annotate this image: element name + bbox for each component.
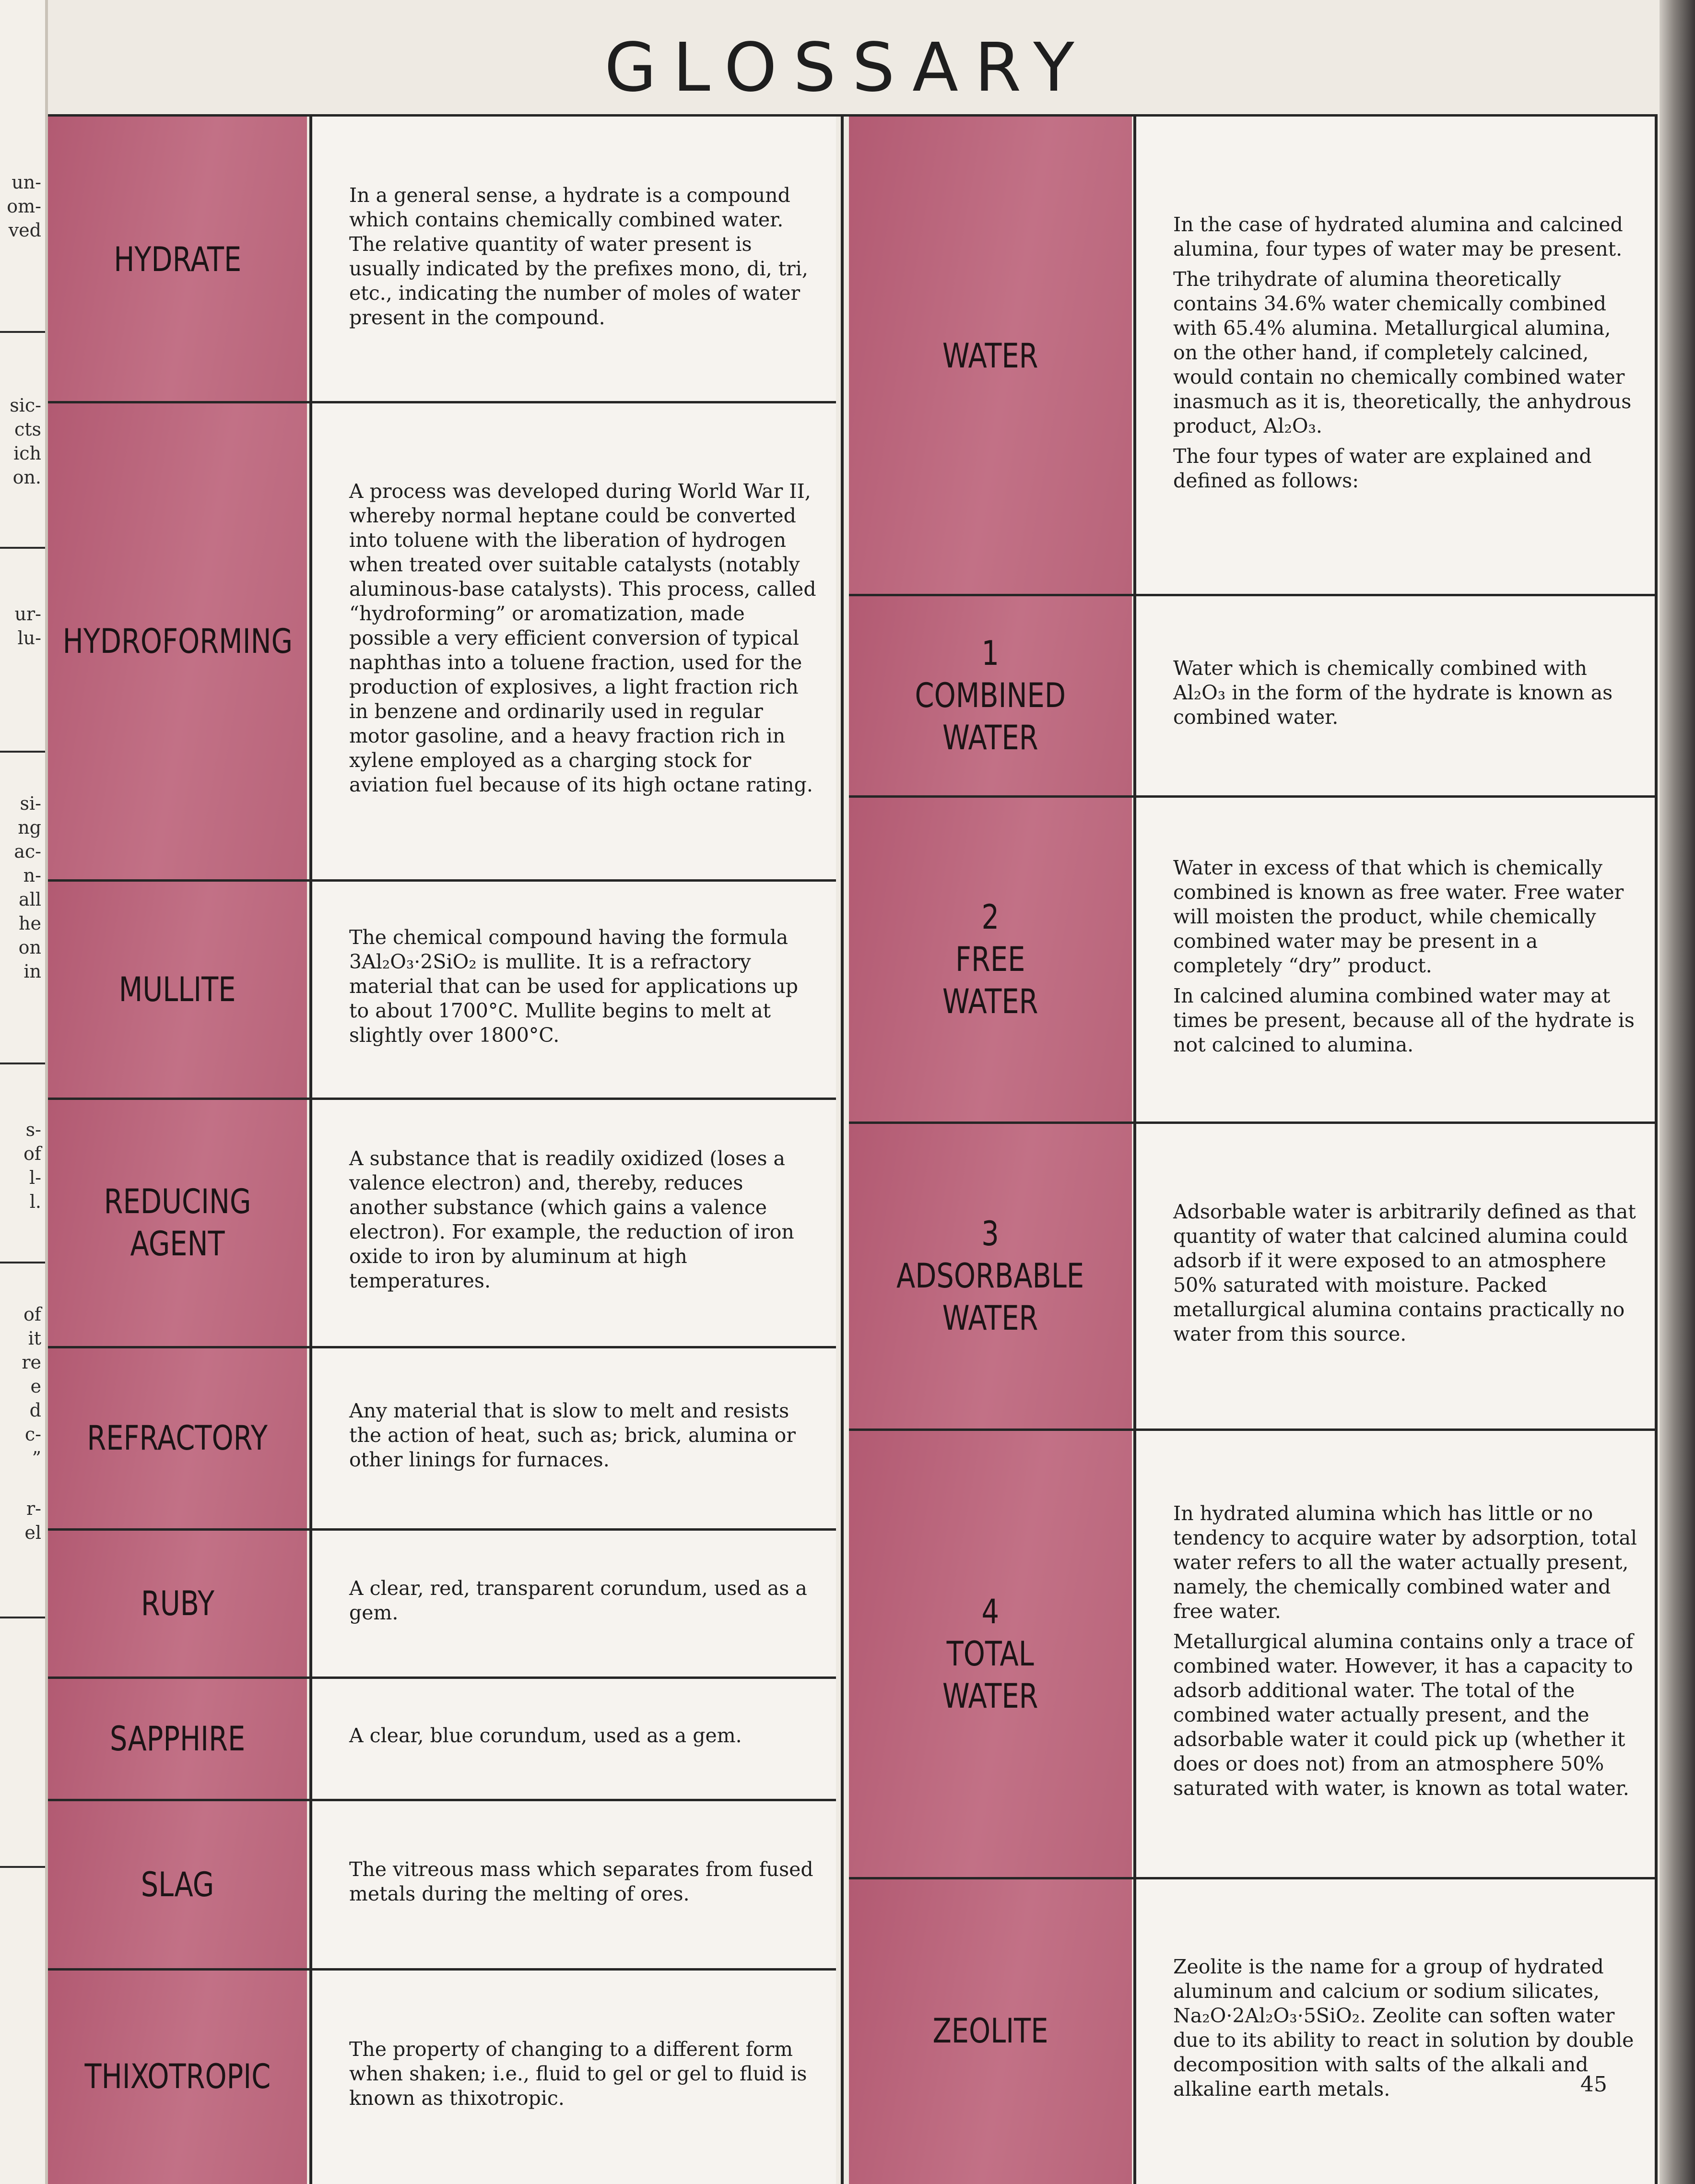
glossary-definition <box>311 117 836 402</box>
glossary-definition <box>1135 1429 1657 1878</box>
definition-paragraph: A clear, red, transparent corundum, used as a gem. <box>349 1576 807 1624</box>
divider <box>0 1617 45 1618</box>
definition-paragraph: A clear, blue corundum, used as a gem. <box>349 1724 742 1747</box>
definition-paragraph: The property of changing to a different form when shaken; i.e., fluid to gel or gel to fluid is known as thixotropic. <box>349 2037 807 2110</box>
definition-paragraph: Water which is chemically combined with Al₂O₃ in the form of the hydrate is known as combined water. <box>1173 656 1613 729</box>
row-divider <box>849 1877 1657 1879</box>
definition-paragraph: Adsorbable water is arbitrarily defined as that quantity of water that calcined alumina could adsorb if it were exposed to an atmosphere 50% saturated with moisture. Packed metallurgical alumina contains practically no water from this source. <box>1173 1200 1636 1346</box>
glossary-definition <box>311 1529 836 1677</box>
row-divider <box>48 1676 836 1679</box>
definition-paragraph: In a general sense, a hydrate is a compound which contains chemically combined water. The relative quantity of water present is usually indicated by the prefixes mono, di, tri, etc., indicating the number of moles of water present in the compound. <box>349 183 808 329</box>
row-divider <box>849 795 1657 798</box>
glossary-definition <box>1135 796 1657 1122</box>
term-label: 4 TOTAL WATER <box>942 1592 1038 1716</box>
definition-paragraph: The vitreous mass which separates from fused metals during the melting of ores. <box>349 1857 813 1905</box>
glossary-definition <box>311 1677 836 1800</box>
definition-paragraph: The trihydrate of alumina theoretically contains 34.6% water chemically combined with 65.4% alumina. Metallurgical alumina, on the other hand, if completely calcined, would contain no chemically combined water inasmuch as it is, theoretically, the anhydrous product, Al₂O₃. <box>1173 268 1632 437</box>
previous-page-edge <box>0 0 48 2184</box>
glossary-term <box>48 880 307 1098</box>
glossary-term <box>48 1677 307 1800</box>
row-divider <box>48 401 836 403</box>
definition-paragraph: A process was developed during World War II, whereby normal heptane could be converted into toluene with the liberation of hydrogen when treated over suitable catalysts (notably aluminous-base catalysts). This process, called “hydroforming” or aromatization, made possible a very efficient conversion of typical naphthas into a toluene fraction, used for the production of explosives, a light fraction rich in benzene and ordinarily used in regular motor gasoline, and a heavy fraction rich in xylene employed as a charging stock for aviation fuel because of its high octane rating. <box>349 480 816 796</box>
glossary-definition <box>311 1347 836 1529</box>
divider <box>0 547 45 549</box>
glossary-definition <box>1135 117 1657 595</box>
term-label: THIXOTROPIC <box>84 2057 271 2096</box>
text-fragment: re <box>22 1352 41 1373</box>
definition-paragraph: In hydrated alumina which has little or no tendency to acquire water by adsorption, total water refers to all the water actually present, namely, the chemically combined water and free water. <box>1173 1501 1637 1623</box>
definition-paragraph: Metallurgical alumina contains only a trace of combined water. However, it has a capacity to adsorb additional water. The total of the combined water actually present, and the adsorbable water it could pick up (whether it does or does not) from an atmosphere 50% saturated with water, is known as total water. <box>1173 1629 1634 1800</box>
row-divider <box>849 1428 1657 1431</box>
page-number: 45 <box>1580 2072 1607 2097</box>
definition-paragraph: In the case of hydrated alumina and calcined alumina, four types of water may be present. <box>1173 213 1623 260</box>
text-fragment: all <box>19 889 41 910</box>
page-shadow <box>1660 0 1695 2184</box>
glossary-definition <box>311 402 836 880</box>
text-fragment: ng <box>18 817 41 838</box>
right-rule <box>1655 114 1658 2184</box>
term-label: SLAG <box>141 1865 214 1904</box>
text-fragment: he <box>19 913 41 934</box>
column-divider <box>1133 117 1136 2184</box>
page-title: GLOSSARY <box>604 29 1091 107</box>
divider <box>0 751 45 753</box>
row-divider <box>849 1122 1657 1124</box>
row-divider <box>48 1528 836 1531</box>
term-label: HYDROFORMING <box>62 621 293 661</box>
text-fragment: cts <box>14 419 41 440</box>
definition-paragraph: A substance that is readily oxidized (loses a valence electron) and, thereby, reduces another substance (which gains a valence electron). For example, the reduction of iron oxide to iron by aluminum at high temperatures. <box>349 1147 794 1292</box>
term-label: 3 ADSORBABLE WATER <box>896 1214 1084 1338</box>
divider <box>0 1866 45 1868</box>
glossary-term <box>849 1122 1132 1429</box>
text-fragment: s- <box>25 1119 41 1140</box>
glossary-term <box>48 1347 307 1529</box>
text-fragment: el <box>24 1522 41 1543</box>
definition-paragraph: In calcined alumina combined water may at times be present, because all of the hydrate is not calcined to alumina. <box>1173 984 1635 1056</box>
row-divider <box>48 1799 836 1801</box>
top-rule <box>48 114 1657 117</box>
glossary-term <box>48 1529 307 1677</box>
text-fragment: in <box>24 961 41 982</box>
text-fragment: ac- <box>14 841 41 862</box>
text-fragment: n- <box>23 865 41 886</box>
glossary-term <box>849 1429 1132 1878</box>
column-divider <box>309 117 312 2184</box>
text-fragment: lu- <box>17 627 41 649</box>
text-fragment: ” <box>32 1448 41 1469</box>
glossary-definition <box>311 880 836 1098</box>
glossary-term <box>48 402 307 880</box>
divider <box>0 331 45 333</box>
text-fragment: ich <box>13 443 41 464</box>
glossary-term <box>849 796 1132 1122</box>
text-fragment: on <box>18 937 41 958</box>
row-divider <box>48 879 836 882</box>
glossary-definition <box>311 1969 836 2184</box>
text-fragment: c- <box>24 1424 41 1445</box>
glossary-term <box>48 117 307 402</box>
text-fragment: it <box>28 1328 41 1349</box>
row-divider <box>849 594 1657 596</box>
definition-paragraph: Zeolite is the name for a group of hydrated aluminum and calcium or sodium silicates, Na₂O·2Al₂O₃·5SiO₂. Zeolite can soften water due to its ability to react in solution by double decomposition with salts of the alkali and alkaline earth metals. <box>1173 1955 1634 2101</box>
glossary-definition <box>1135 1878 1657 2184</box>
glossary-definition <box>1135 595 1657 796</box>
text-fragment: ved <box>8 220 41 241</box>
text-fragment: e <box>30 1376 41 1397</box>
glossary-term <box>48 1969 307 2184</box>
term-label: ZEOLITE <box>932 2011 1048 2051</box>
term-label: MULLITE <box>119 969 236 1009</box>
glossary-term <box>48 1800 307 1969</box>
definition-paragraph: The four types of water are explained and defined as follows: <box>1173 445 1592 492</box>
row-divider <box>48 1346 836 1348</box>
glossary-term <box>48 1098 307 1347</box>
term-label: 2 FREE WATER <box>942 897 1038 1021</box>
text-fragment: om- <box>7 196 41 217</box>
row-divider <box>48 1098 836 1100</box>
term-label: WATER <box>942 336 1038 376</box>
term-label: SAPPHIRE <box>109 1719 246 1759</box>
text-fragment: un- <box>12 172 41 193</box>
divider <box>0 1262 45 1263</box>
definition-paragraph: Water in excess of that which is chemically combined is known as free water. Free water will moisten the product, while chemically combined water may be present in a completely “dry” product. <box>1173 856 1624 977</box>
glossary-term <box>849 1878 1132 2184</box>
term-label: HYDRATE <box>113 239 242 279</box>
text-fragment: of <box>24 1143 41 1164</box>
text-fragment: d <box>29 1400 41 1421</box>
glossary-definition <box>311 1098 836 1347</box>
glossary-term <box>849 117 1132 595</box>
text-fragment: ur- <box>14 603 41 625</box>
term-label: RUBY <box>141 1583 214 1623</box>
definition-paragraph: Any material that is slow to melt and resists the action of heat, such as; brick, alumina or other linings for furnaces. <box>349 1399 796 1471</box>
text-fragment: l- <box>29 1167 41 1188</box>
divider <box>0 1062 45 1064</box>
glossary-term <box>849 595 1132 796</box>
term-label: REFRACTORY <box>87 1418 268 1458</box>
text-fragment: of <box>24 1304 41 1325</box>
term-label: 1 COMBINED WATER <box>915 634 1066 757</box>
row-divider <box>48 1968 836 1971</box>
column-divider <box>841 117 844 2184</box>
glossary-definition <box>311 1800 836 1969</box>
text-fragment: on. <box>12 467 41 488</box>
definition-paragraph: The chemical compound having the formula 3Al₂O₃·2SiO₂ is mullite. It is a refractory material that can be used for applications up to about 1700°C. Mullite begins to melt at slightly over 1800°C. <box>349 926 799 1047</box>
term-label: REDUCING AGENT <box>104 1182 251 1263</box>
glossary-definition <box>1135 1122 1657 1429</box>
text-fragment: l. <box>29 1191 41 1212</box>
text-fragment: sic- <box>10 395 41 416</box>
text-fragment: r- <box>26 1498 41 1519</box>
text-fragment: si- <box>20 793 41 814</box>
